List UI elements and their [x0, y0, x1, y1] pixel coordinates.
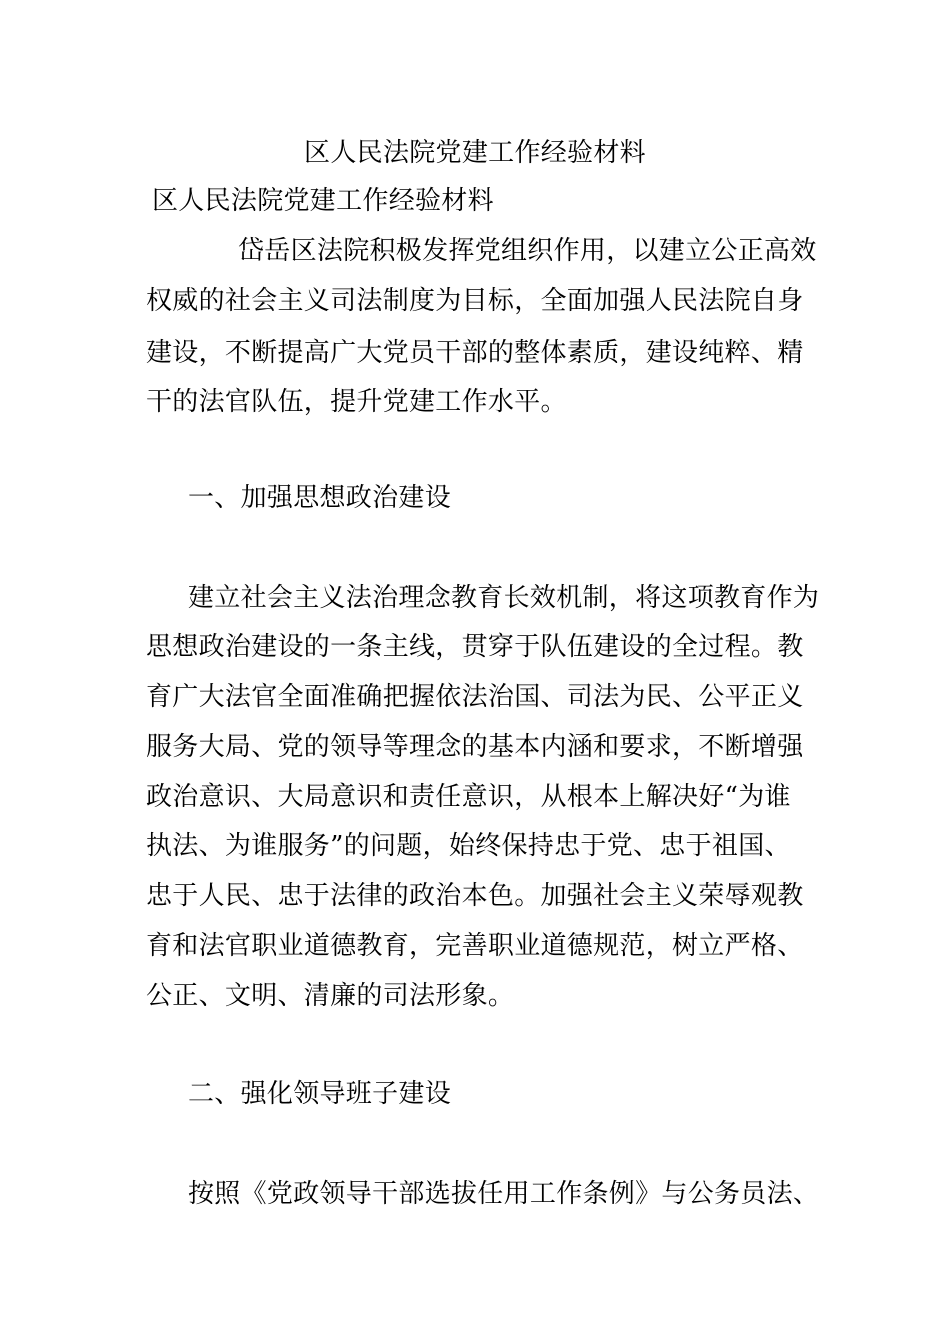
intro-line-1: 岱岳区法院积极发挥党组织作用，以建立公正高效 — [238, 236, 817, 266]
document-subtitle: 区人民法院党建工作经验材料 — [152, 186, 494, 216]
section-1-line-7: 忠于人民、忠于法律的政治本色。加强社会主义荣辱观教 — [146, 881, 804, 911]
section-1-heading: 一、加强思想政治建设 — [188, 483, 452, 513]
section-2-line-1: 按照《党政领导干部选拔任用工作条例》与公务员法、 — [188, 1179, 820, 1209]
intro-line-3: 建设，不断提高广大党员干部的整体素质，建设纯粹、精 — [146, 338, 804, 368]
section-1-line-1: 建立社会主义法治理念教育长效机制，将这项教育作为 — [188, 583, 820, 613]
section-1-line-3: 育广大法官全面准确把握依法治国、司法为民、公平正义 — [146, 682, 804, 712]
intro-line-2: 权威的社会主义司法制度为目标，全面加强人民法院自身 — [146, 286, 804, 316]
section-1-line-5: 政治意识、大局意识和责任意识，从根本上解决好“为谁 — [146, 782, 791, 812]
section-1-line-4: 服务大局、党的领导等理念的基本内涵和要求，不断增强 — [146, 732, 804, 762]
document-title: 区人民法院党建工作经验材料 — [304, 138, 646, 168]
intro-line-4: 干的法官队伍，提升党建工作水平。 — [146, 387, 567, 417]
section-1-line-6: 执法、为谁服务”的问题，始终保持忠于党、忠于祖国、 — [146, 831, 791, 861]
section-1-line-2: 思想政治建设的一条主线，贯穿于队伍建设的全过程。教 — [146, 632, 804, 662]
section-1-line-8: 育和法官职业道德教育，完善职业道德规范，树立严格、 — [146, 931, 804, 961]
section-2-heading: 二、强化领导班子建设 — [188, 1079, 452, 1109]
section-1-line-9: 公正、文明、清廉的司法形象。 — [146, 981, 515, 1011]
